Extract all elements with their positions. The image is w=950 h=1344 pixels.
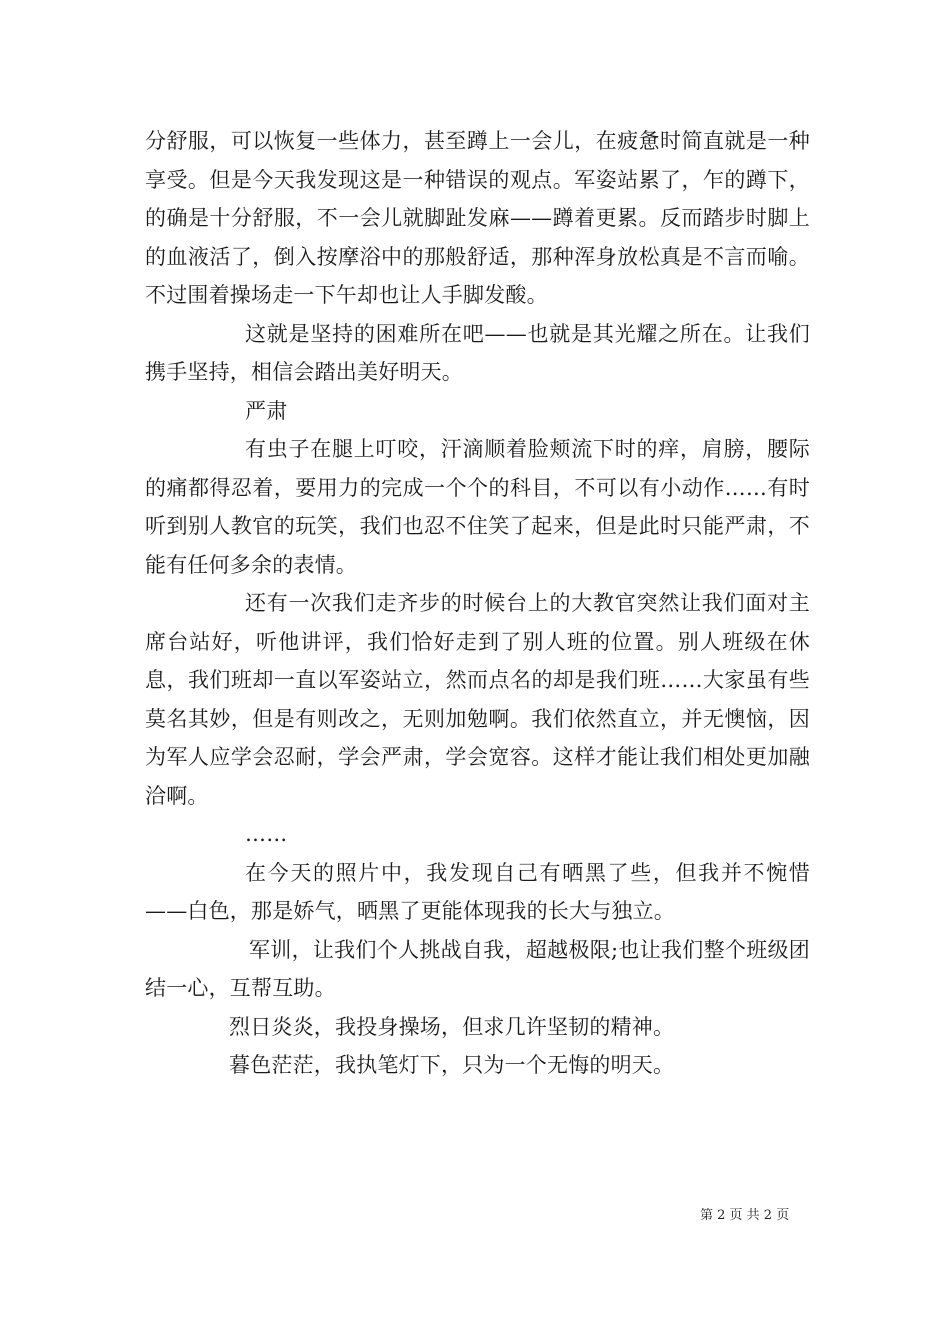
section-heading-serious: 严肃: [245, 398, 288, 423]
paragraph-march: 还有一次我们走齐步的时候台上的大教官突然让我们面对主席台站好，听他讲评，我们恰好走到了别人班的位置。别人班级在休息，我们班却一直以军姿站立，然而点名的却是我们班……大家虽有些莫名其妙，但是有则改之，无则加勉啊。我们依然直立，并无懊恼，因为军人应学会忍耐，学会严肃，学会宽容。这样才能让我们相处更加融洽啊。: [145, 591, 810, 808]
paragraph-insects: 有虫子在腿上叮咬，汗滴顺着脸颊流下时的痒，肩膀，腰际的痛都得忍着，要用力的完成一个个的科目，不可以有小动作……有时听到别人教官的玩笑，我们也忍不住笑了起来，但是此时只能严肃，不能有任何多余的表情。: [145, 437, 810, 577]
ellipsis-line: ……: [245, 822, 288, 846]
paragraph-training: 军训，让我们个人挑战自我，超越极限;也让我们整个班级团结一心，互帮互助。: [145, 937, 810, 1000]
paragraph-perseverance: 这就是坚持的困难所在吧——也就是其光耀之所在。让我们携手坚持，相信会踏出美好明天。: [145, 321, 810, 384]
paragraph-continued: 分舒服，可以恢复一些体力，甚至蹲上一会儿，在疲惫时简直就是一种享受。但是今天我发现这是一种错误的观点。军姿站累了，乍的蹲下，的确是十分舒服，不一会儿就脚趾发麻——蹲着更累。反而踏步时脚上的血液活了，倒入按摩浴中的那般舒适，那种浑身放松真是不言而喻。不过围着操场走一下午却也让人手脚发酸。: [145, 129, 810, 307]
paragraph-photo: 在今天的照片中，我发现自己有晒黑了些，但我并不惋惜——白色，那是娇气，晒黑了更能体现我的长大与独立。: [145, 860, 810, 923]
paragraph-sun: 烈日炎炎，我投身操场，但求几许坚韧的精神。: [229, 1014, 675, 1039]
document-body: [145, 122, 810, 1085]
paragraph-dusk: 暮色茫茫，我执笔灯下，只为一个无悔的明天。: [229, 1053, 675, 1077]
page-number: 第 2 页 共 2 页: [700, 1208, 790, 1223]
